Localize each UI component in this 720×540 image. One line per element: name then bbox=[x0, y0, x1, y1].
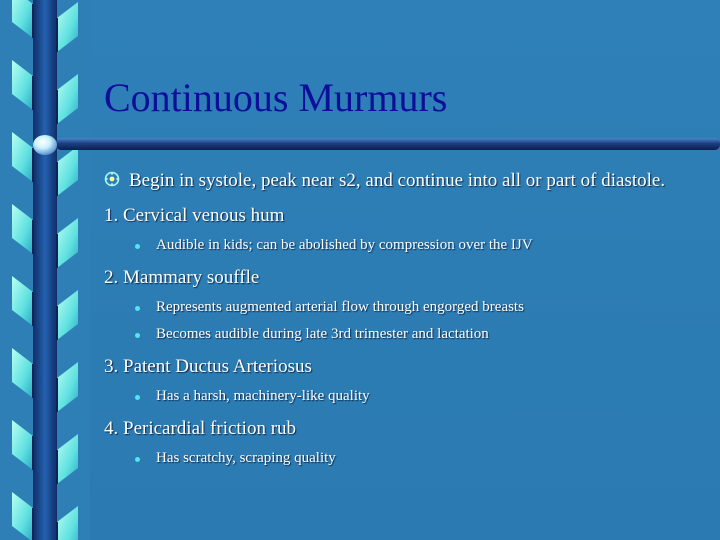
item-heading: 1. Cervical venous hum bbox=[104, 205, 285, 226]
sub-bullet-text: Becomes audible during late 3rd trimester and lactation bbox=[156, 326, 489, 342]
divider-knob-icon bbox=[32, 133, 58, 157]
sub-bullet bbox=[104, 386, 704, 406]
sub-bullet-text: Audible in kids; can be abolished by compression over the IJV bbox=[156, 237, 533, 253]
sub-bullet-text: Has a harsh, machinery-like quality bbox=[156, 388, 370, 404]
bullet-dot-icon bbox=[135, 306, 140, 311]
sub-bullet bbox=[104, 235, 704, 255]
sub-bullet-text: Has scratchy, scraping quality bbox=[156, 450, 336, 466]
list-item bbox=[104, 204, 704, 255]
item-heading: 4. Pericardial friction rub bbox=[104, 418, 297, 439]
intro-text: Begin in systole, peak near s2, and continue into all or part of diastole. bbox=[129, 170, 666, 191]
intro-bullet bbox=[104, 168, 704, 194]
sub-bullet bbox=[104, 297, 704, 317]
list-item bbox=[104, 355, 704, 406]
list-item bbox=[104, 266, 704, 344]
list-item bbox=[104, 417, 704, 468]
sub-bullet bbox=[104, 448, 704, 468]
sub-bullet bbox=[104, 324, 704, 344]
slide-title: Continuous Murmurs bbox=[104, 75, 448, 120]
item-heading: 3. Patent Ductus Arteriosus bbox=[104, 356, 312, 377]
title-divider bbox=[50, 134, 720, 154]
bullet-dot-icon bbox=[135, 457, 140, 462]
sub-bullet-text: Represents augmented arterial flow through engorged breasts bbox=[156, 299, 524, 315]
bullet-dot-icon bbox=[135, 333, 140, 338]
bullet-dot-icon bbox=[135, 244, 140, 249]
slide-content bbox=[104, 168, 704, 468]
decorative-ribbon bbox=[0, 0, 90, 540]
item-heading: 2. Mammary souffle bbox=[104, 267, 260, 288]
bullet-flower-icon bbox=[104, 171, 120, 187]
bullet-dot-icon bbox=[135, 395, 140, 400]
